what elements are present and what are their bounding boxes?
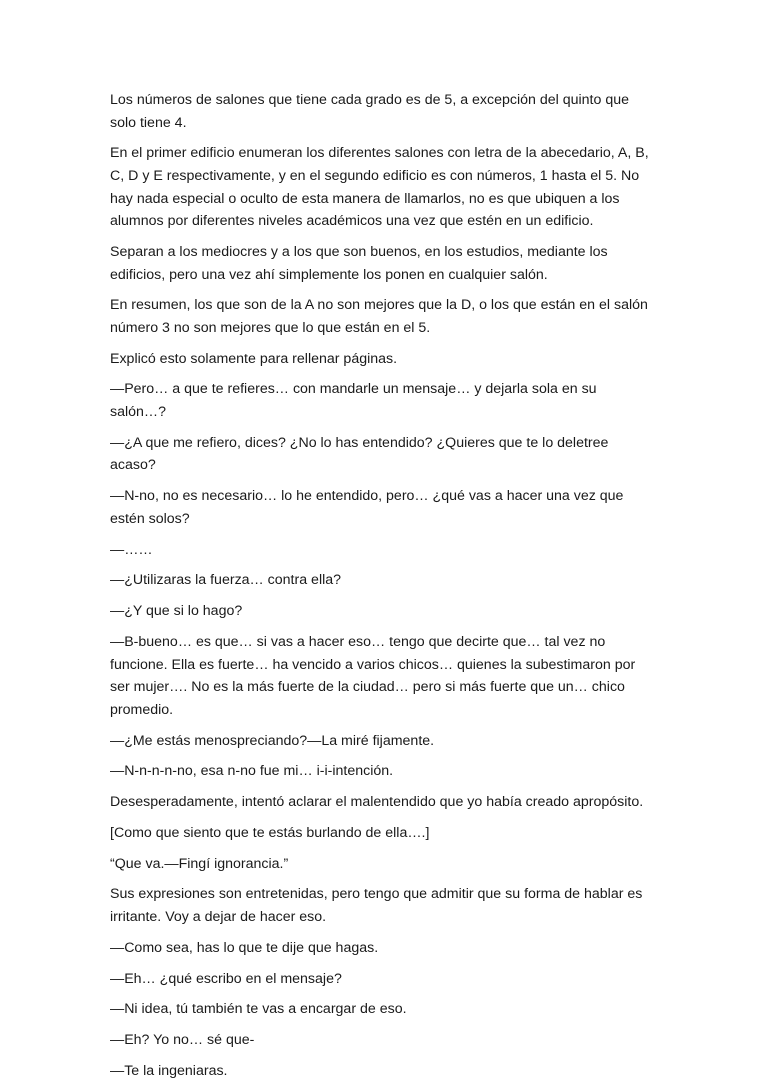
dialogue-line: —…… — [110, 541, 153, 558]
dialogue-line: —N-no, no es necesario… lo he entendido, pero… ¿qué vas a hacer una vez que estén solos? — [110, 488, 624, 527]
paragraph: Separan a los mediocres y a los que son buenos, en los estudios, mediante los edificios, pero una vez ahí simplemente los ponen en cualquier salón. — [110, 243, 608, 283]
dialogue-line: —Eh… ¿qué escribo en el mensaje? — [110, 970, 342, 987]
dialogue-line: —Eh? Yo no… sé que- — [110, 1032, 255, 1049]
paragraph: Los números de salones que tiene cada grado es de 5, a excepción del quinto que solo tiene 4. — [110, 92, 630, 131]
dialogue-line: —¿Y que si lo hago? — [110, 603, 243, 620]
paragraph: En resumen, los que son de la A no son mejores que la D, o los que están en el salón número 3 no son mejores que lo que están en el 5. — [110, 297, 648, 336]
dialogue-line: —¿A que me refiero, dices? ¿No lo has entendido? ¿Quieres que te lo deletree acaso? — [110, 434, 609, 474]
paragraph: En el primer edificio enumeran los diferentes salones con letra de la abecedario, A, B, C, D y E respectivamente, y en el segundo edificio es con números, 1 hasta el 5. No hay nada especial o oculto de esta manera de llamarlos, no es que ubiquen a los alumnos por diferentes niveles académicos una vez que estén en un edificio. — [110, 145, 649, 230]
paragraph: Sus expresiones son entretenidas, pero tengo que admitir que su forma de hablar es irritante. Voy a dejar de hacer eso. — [110, 886, 643, 925]
paragraph: Desesperadamente, intentó aclarar el malentendido que yo había creado apropósito. — [110, 794, 644, 811]
dialogue-line: —Te la ingeniaras. — [110, 1062, 228, 1079]
dialogue-line: —N-n-n-n-no, esa n-no fue mi… i-i-intención. — [110, 763, 394, 780]
dialogue-line: —Como sea, has lo que te dije que hagas. — [110, 939, 379, 956]
document-body — [110, 89, 655, 1091]
dialogue-line: —¿Me estás menospreciando?—La miré fijamente. — [110, 732, 435, 749]
dialogue-line: —Pero… a que te refieres… con mandarle un mensaje… y dejarla sola en su salón…? — [110, 381, 597, 421]
paragraph: “Que va.—Fingí ignorancia.” — [110, 855, 289, 872]
dialogue-line: —¿Utilizaras la fuerza… contra ella? — [110, 572, 342, 589]
dialogue-line: —B-bueno… es que… si vas a hacer eso… tengo que decirte que… tal vez no funcione. Ella es fuerte… ha vencido a varios chicos… quienes la subestimaron por ser mujer…. No es la más fuerte de la ciudad… pero si más fuerte que un… chico promedio. — [110, 633, 636, 718]
paragraph: Explicó esto solamente para rellenar páginas. — [110, 350, 398, 367]
dialogue-line: —Ni idea, tú también te vas a encargar de eso. — [110, 1001, 407, 1018]
paragraph: [Como que siento que te estás burlando de ella….] — [110, 824, 430, 841]
